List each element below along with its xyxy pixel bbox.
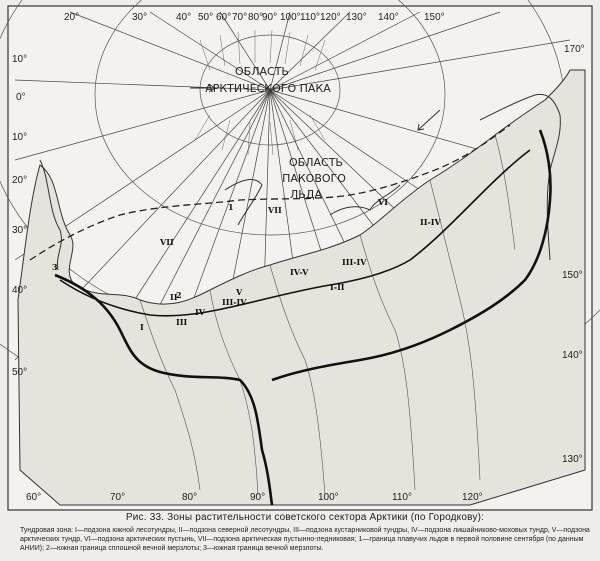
lon-label: 90° <box>262 12 278 23</box>
boundary-label-2: 2 <box>176 290 182 300</box>
lat-label: 20° <box>12 175 28 186</box>
pack-ice-label-line1: ОБЛАСТЬ <box>289 156 343 169</box>
arctic-pack-label-line2: АРКТИЧЕСКОГО ПАКА <box>205 82 331 95</box>
zone-label: VII <box>268 205 282 215</box>
lat-label: 50° <box>12 367 28 378</box>
zone-label: III <box>176 317 188 327</box>
lat-label: 10° <box>12 132 28 143</box>
lon-label: 150° <box>562 270 583 281</box>
lon-label: 40° <box>176 12 192 23</box>
lat-label: 40° <box>12 285 28 296</box>
zone-label: V <box>236 287 243 297</box>
lon-label: 170° <box>564 44 585 55</box>
boundary-label-1: 1 <box>228 202 234 212</box>
lon-label: 100° <box>318 492 339 503</box>
lon-label: 150° <box>424 12 445 23</box>
lon-label: 80° <box>248 12 264 23</box>
zone-label: III-IV <box>342 257 367 267</box>
zone-label: II-IV <box>420 217 441 227</box>
lon-label: 30° <box>132 12 148 23</box>
caption-title: Рис. 33. Зоны растительности советского сектора Арктики (по Городкову): <box>125 512 485 523</box>
lon-label: 110° <box>392 492 412 503</box>
lon-label: 20° <box>64 12 80 23</box>
boundary-label-3: 3 <box>52 262 58 272</box>
lon-label: 70° <box>110 492 126 503</box>
zone-label: I-II <box>330 282 345 292</box>
lon-label: 120° <box>462 492 483 503</box>
zone-label: I <box>140 322 144 332</box>
lon-label: 60° <box>216 12 232 23</box>
lon-label: 120° <box>320 12 341 23</box>
arctic-pack-label-line1: ОБЛАСТЬ <box>235 65 289 78</box>
zone-label: II <box>170 292 178 302</box>
lon-label: 100° <box>280 12 301 23</box>
zone-label: III-IV <box>222 297 247 307</box>
zone-label: IV-V <box>290 267 309 277</box>
zone-label: VI <box>378 197 388 207</box>
lat-label: 30° <box>12 225 28 236</box>
pack-ice-label-line2: ПАКОВОГО <box>282 172 346 185</box>
lon-label: 130° <box>562 454 583 465</box>
lon-label: 140° <box>562 350 583 361</box>
lat-label: 10° <box>12 54 28 65</box>
lon-label: 70° <box>232 12 248 23</box>
lon-label: 60° <box>26 492 42 503</box>
lon-label: 90° <box>250 492 266 503</box>
lon-label: 80° <box>182 492 198 503</box>
zone-label: VII <box>160 237 174 247</box>
lon-label: 140° <box>378 12 399 23</box>
figure-caption <box>20 512 590 553</box>
lon-label: 110° <box>300 12 320 23</box>
lat-label: 0° <box>16 92 26 103</box>
caption-legend: Тундровая зона: I—подзона южной лесотундры, II—подзона северной лесотундры, III—подзона кустарниковой тундры, IV—подзона лишайниково-моховых тундр, V—подзона арктических тундр, VI—подзона арктических пустынь, VII—подзона арктическая пустынно-ледниковая; 1—граница плавучих льдов в первой половине сентября (по данным АНИИ); 2—южная граница сплошной вечной мерзлоты; 3—южная граница вечной мерзлоты. <box>20 527 590 552</box>
zone-label: IV <box>195 307 205 317</box>
pack-ice-label-line3: ЛЬДА <box>290 188 322 201</box>
lon-label: 50° <box>198 12 214 23</box>
lon-label: 130° <box>346 12 367 23</box>
